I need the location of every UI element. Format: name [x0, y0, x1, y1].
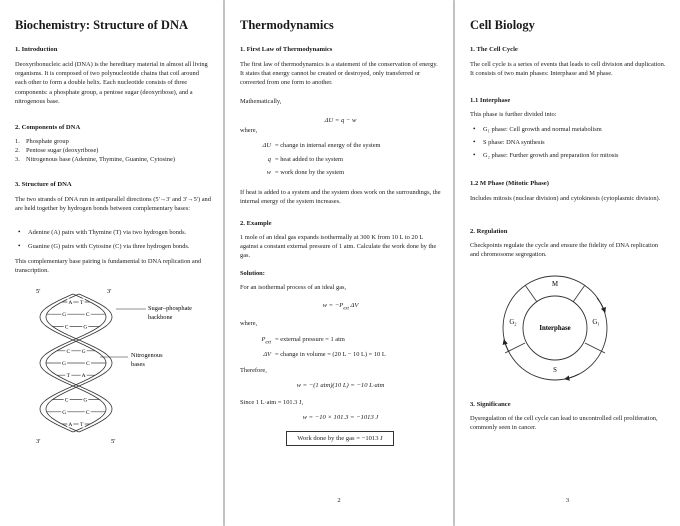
section-heading-m-phase: 1.2 M Phase (Mitotic Phase)	[470, 180, 549, 187]
solution-text: For an isothermal process of an ideal gas,	[240, 284, 347, 291]
label-s-phase: S	[553, 367, 557, 374]
label-5prime-bottom: 5'	[111, 438, 116, 445]
base-label: G	[62, 361, 66, 367]
base-pair-rungs	[46, 299, 106, 429]
equation-work: $w = -P_{ext}$ ΔV	[322, 302, 359, 312]
introduction-text: Deoxyribonucleic acid (DNA) is the hereditary material in almost all living organisms. It is composed of two polynucleotide chains that coil around each other to form a double helix. Each nucleotide consists of three components: a phosphate group, a pentose sugar (deoxyribose), and a nitrogenous base.	[15, 61, 208, 105]
label-backbone-2: backbone	[148, 314, 173, 321]
base-label: G	[62, 409, 67, 416]
label-nitrogenous-bases-2: bases	[131, 361, 145, 368]
page-number: 2	[337, 497, 341, 504]
m-phase-text: Includes mitosis (nuclear division) and cytokinesis (cytoplasmic division).	[470, 195, 661, 202]
page-title: Biochemistry: Structure of DNA	[15, 18, 188, 32]
m-phase-divider-right	[573, 285, 585, 302]
label-5prime-top: 5'	[36, 288, 41, 295]
equation-work-calc: w = −(1 atm)(10 L) = −10 L·atm	[296, 382, 385, 389]
list-item: 2. Pentose sugar (deoxyribose)	[15, 147, 99, 155]
base-label: G	[83, 397, 88, 404]
g2-s-divider	[505, 343, 525, 353]
first-law-text-2: If heat is added to a system and the system does work on the surroundings, the internal energy of the system increases.	[240, 189, 441, 206]
definition-row: ΔV = change in volume = (20 L − 10 L) = 10 L	[263, 351, 386, 358]
label-g1-phase: G₁	[592, 319, 600, 326]
equation-first-law: ΔU = q − w	[324, 117, 357, 124]
section-heading-significance: 3. Significance	[470, 401, 511, 408]
example-text: 1 mole of an ideal gas expands isothermally at 300 K from 10 L to 20 L against a constant external pressure of 1 atm. Calculate the work done by the gas.	[240, 234, 437, 260]
base-label: A	[68, 422, 73, 428]
base-label: T	[79, 422, 84, 428]
label-3prime-top: 3'	[107, 288, 112, 295]
page-2	[225, 0, 453, 526]
solution-label: Solution:	[240, 270, 265, 277]
structure-text: The two strands of DNA run in antiparallel directions (5'→3' and 3'→5') and are held together by hydrogen bonds between complementary bases:	[15, 196, 211, 213]
list-item: 1. Phosphate group	[15, 138, 69, 145]
math-intro: Mathematically,	[240, 98, 282, 105]
definition-row: w = work done by the system	[266, 169, 345, 176]
base-label: C	[85, 312, 90, 319]
section-heading-example: 2. Example	[240, 220, 272, 227]
structure-text-2: This complementary base pairing is fundamental to DNA replication and transcription.	[15, 258, 202, 275]
base-label: A	[81, 373, 86, 380]
where-label-2: where,	[240, 320, 258, 327]
section-heading-introduction: 1. Introduction	[15, 46, 58, 53]
label-nitrogenous-bases: Nitrogenous	[131, 352, 163, 359]
phase-list	[470, 125, 668, 165]
base-label: T	[66, 373, 71, 380]
label-interphase: Interphase	[539, 325, 571, 332]
base-label: G	[83, 324, 88, 331]
page-title: Cell Biology	[470, 18, 535, 32]
base-label: C	[85, 409, 90, 416]
section-heading-cell-cycle: 1. The Cell Cycle	[470, 46, 518, 53]
label-m-phase: M	[551, 281, 559, 288]
regulation-text: Checkpoints regulate the cycle and ensure the fidelity of DNA replication and chromosome segregation.	[470, 242, 659, 259]
section-heading-regulation: 2. Regulation	[470, 228, 508, 235]
list-item: • G₂ phase: Further growth and preparation for mitosis	[470, 151, 668, 160]
cycle-arrow	[504, 340, 509, 352]
dna-double-helix-diagram	[0, 282, 223, 447]
list-item: 3. Nitrogenous base (Adenine, Thymine, Guanine, Cytosine)	[15, 156, 175, 164]
g1-s-divider	[585, 343, 605, 353]
section-heading-first-law: 1. First Law of Thermodynamics	[240, 46, 333, 53]
page-title: Thermodynamics	[240, 18, 334, 32]
where-label: where,	[240, 127, 258, 134]
therefore-label: Therefore,	[240, 367, 267, 374]
definition-row: $P_{ext}$ = external pressure = 1 atm	[261, 336, 345, 346]
base-label: A	[68, 300, 73, 306]
section-heading-components: 2. Components of DNA	[15, 124, 81, 131]
cell-cycle-text: The cell cycle is a series of events that leads to cell division and duplication. It consists of two main phases: Interphase and M phase.	[470, 61, 666, 78]
base-label: T	[79, 300, 84, 306]
base-label: C	[66, 348, 71, 355]
page-number: 3	[565, 497, 570, 504]
significance-text: Dysregulation of the cell cycle can lead to uncontrolled cell proliferation, commonly seen in cancer.	[470, 415, 658, 432]
base-label: G	[62, 312, 67, 319]
base-label: C	[64, 324, 69, 331]
list-item: • G₁ phase: Cell growth and normal metabolism	[470, 125, 668, 134]
conversion-text: Since 1 L·atm = 101.3 J,	[240, 399, 304, 406]
first-law-text: The first law of thermodynamics is a statement of the conservation of energy. It states that energy cannot be created or destroyed, only transferred or converted from one form to another.	[240, 61, 438, 87]
list-item: • S phase: DNA synthesis	[470, 138, 668, 147]
base-label: G	[81, 348, 86, 355]
base-label: C	[64, 397, 69, 404]
base-pair-list	[15, 228, 211, 255]
section-heading-interphase: 1.1 Interphase	[470, 97, 511, 104]
m-phase-divider-left	[525, 285, 537, 302]
label-g2-phase: G₂	[509, 319, 517, 326]
definition-row: ΔU = change in internal energy of the system	[262, 142, 381, 149]
section-heading-structure: 3. Structure of DNA	[15, 181, 72, 188]
definition-row: q = heat added to the system	[267, 156, 344, 163]
label-3prime-bottom: 3'	[36, 438, 41, 445]
cycle-arrow	[597, 298, 605, 312]
components-list	[15, 137, 211, 165]
label-backbone: Sugar–phosphate	[148, 305, 193, 312]
list-item: • Adenine (A) pairs with Thymine (T) via two hydrogen bonds.	[15, 228, 211, 237]
cell-cycle-diagram	[455, 268, 680, 398]
interphase-text: This phase is further divided into:	[470, 111, 557, 118]
page-3	[455, 0, 680, 526]
equation-work-joules: w = −10 × 101.3 = −1013 J	[302, 414, 379, 421]
base-label: C	[86, 361, 90, 367]
answer-box: Work done by the gas = −1013 J	[286, 431, 394, 446]
cycle-arrow	[565, 374, 579, 379]
page-1	[0, 0, 223, 526]
list-item: • Guanine (G) pairs with Cytosine (C) via three hydrogen bonds.	[15, 242, 211, 251]
